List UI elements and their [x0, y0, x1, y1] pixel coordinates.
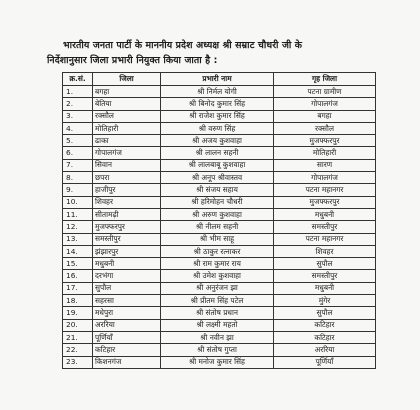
district-cell: हाजीपुर — [93, 184, 161, 196]
header-district: जिला — [93, 73, 161, 86]
district-cell: सहरसा — [93, 295, 161, 307]
incharge-name-cell: श्री ठाकुर रत्नाकर — [161, 245, 274, 257]
home-district-cell: सुपौल — [274, 307, 376, 319]
serial-cell: 19. — [63, 307, 93, 319]
district-cell: किशनगंज — [93, 356, 161, 368]
table-row — [63, 258, 376, 270]
serial-cell: 22. — [63, 344, 93, 356]
home-district-cell: सारण — [274, 159, 376, 171]
table-row — [63, 233, 376, 245]
table-row — [63, 270, 376, 282]
serial-cell: 21. — [63, 331, 93, 343]
incharge-name-cell: श्री राम कुमार राय — [161, 258, 274, 270]
serial-cell: 13. — [63, 233, 93, 245]
incharge-name-cell: श्री निर्मल योगी — [161, 86, 274, 98]
incharge-name-cell: श्री अजय कुशवाहा — [161, 135, 274, 147]
district-cell: मोतिहारी — [93, 122, 161, 134]
serial-cell: 9. — [63, 184, 93, 196]
table-row — [63, 295, 376, 307]
serial-cell: 14. — [63, 245, 93, 257]
serial-cell: 11. — [63, 208, 93, 220]
table-row — [63, 135, 376, 147]
serial-cell: 2. — [63, 98, 93, 110]
home-district-cell: कटिहार — [274, 331, 376, 343]
home-district-cell: शिवहर — [274, 245, 376, 257]
serial-cell: 7. — [63, 159, 93, 171]
district-cell: दरभंगा — [93, 270, 161, 282]
home-district-cell: मधुबनी — [274, 282, 376, 294]
incharge-name-cell: श्री संतोष प्रधान — [161, 307, 274, 319]
district-incharge-table — [62, 72, 376, 369]
intro-line-1: भारतीय जनता पार्टी के माननीय प्रदेश अध्यक्ष श्री सम्राट चौधरी जी के — [63, 40, 303, 51]
home-district-cell: मधुबनी — [274, 208, 376, 220]
table-row — [63, 356, 376, 368]
incharge-name-cell: श्री नवीन झा — [161, 331, 274, 343]
home-district-cell: पटना महानगर — [274, 233, 376, 245]
incharge-name-cell: श्री मनोज कुमार सिंह — [161, 356, 274, 368]
intro-line-2: निर्देशानुसार जिला प्रभारी नियुक्त किया जाता है : — [47, 55, 218, 66]
table-row — [63, 331, 376, 343]
incharge-name-cell: श्री अनुरंजन झा — [161, 282, 274, 294]
home-district-cell: गोपालगंज — [274, 98, 376, 110]
serial-cell: 20. — [63, 319, 93, 331]
district-cell: मधुबनी — [93, 258, 161, 270]
serial-cell: 10. — [63, 196, 93, 208]
table-row — [63, 319, 376, 331]
table-row — [63, 282, 376, 294]
serial-cell: 4. — [63, 122, 93, 134]
table-row — [63, 122, 376, 134]
district-cell: ढाका — [93, 135, 161, 147]
incharge-name-cell: श्री अरुण कुशवाहा — [161, 208, 274, 220]
district-cell: छपरा — [93, 172, 161, 184]
home-district-cell: पूर्णियाँ — [274, 356, 376, 368]
table-row — [63, 344, 376, 356]
serial-cell: 18. — [63, 295, 93, 307]
table-row — [63, 110, 376, 122]
home-district-cell: पटना महानगर — [274, 184, 376, 196]
intro-text — [47, 38, 387, 68]
incharge-name-cell: श्री लालन सहनी — [161, 147, 274, 159]
table-row — [63, 221, 376, 233]
home-district-cell: मुजफ्फरपुर — [274, 196, 376, 208]
district-cell: सुपौल — [93, 282, 161, 294]
table-header-row — [63, 73, 376, 86]
table-row — [63, 147, 376, 159]
district-cell: शिवहर — [93, 196, 161, 208]
home-district-cell: अररिया — [274, 344, 376, 356]
home-district-cell: पटना ग्रामीण — [274, 86, 376, 98]
district-cell: बेतिया — [93, 98, 161, 110]
district-cell: अररिया — [93, 319, 161, 331]
home-district-cell: गोपालगंज — [274, 172, 376, 184]
district-cell: सीतामढ़ी — [93, 208, 161, 220]
serial-cell: 8. — [63, 172, 93, 184]
incharge-name-cell: श्री राजेश कुमार सिंह — [161, 110, 274, 122]
incharge-name-cell: श्री वरुण सिंह — [161, 122, 274, 134]
incharge-name-cell: श्री लक्ष्मी महतो — [161, 319, 274, 331]
district-cell: समस्तीपुर — [93, 233, 161, 245]
serial-cell: 23. — [63, 356, 93, 368]
incharge-name-cell: श्री संजय सहाय — [161, 184, 274, 196]
table-row — [63, 86, 376, 98]
header-incharge-name: प्रभारी नाम — [161, 73, 274, 86]
serial-cell: 5. — [63, 135, 93, 147]
table-row — [63, 159, 376, 171]
incharge-name-cell: श्री बिनोद कुमार सिंह — [161, 98, 274, 110]
table-row — [63, 245, 376, 257]
incharge-name-cell: श्री उमेश कुशवाहा — [161, 270, 274, 282]
home-district-cell: रक्सौल — [274, 122, 376, 134]
home-district-cell: मोतिहारी — [274, 147, 376, 159]
district-cell: सिवान — [93, 159, 161, 171]
incharge-name-cell: श्री लालबाबू कुशवाहा — [161, 159, 274, 171]
table-row — [63, 98, 376, 110]
home-district-cell: बगहा — [274, 110, 376, 122]
incharge-name-cell: श्री भीम साहू — [161, 233, 274, 245]
table-row — [63, 307, 376, 319]
incharge-name-cell: श्री प्रीतम सिंह पटेल — [161, 295, 274, 307]
district-cell: रक्सौल — [93, 110, 161, 122]
district-cell: पूर्णियाँ — [93, 331, 161, 343]
serial-cell: 12. — [63, 221, 93, 233]
table-row — [63, 172, 376, 184]
home-district-cell: समस्तीपुर — [274, 221, 376, 233]
home-district-cell: कटिहार — [274, 319, 376, 331]
incharge-name-cell: श्री अनूप श्रीवास्तव — [161, 172, 274, 184]
home-district-cell: मुंगेर — [274, 295, 376, 307]
home-district-cell: सुपौल — [274, 258, 376, 270]
header-home-district: गृह जिला — [274, 73, 376, 86]
header-serial: क्र.सं. — [63, 73, 93, 86]
serial-cell: 6. — [63, 147, 93, 159]
district-cell: मुजफ्फरपुर — [93, 221, 161, 233]
table-row — [63, 208, 376, 220]
table-row — [63, 184, 376, 196]
district-cell: झंझारपुर — [93, 245, 161, 257]
district-cell: बगहा — [93, 86, 161, 98]
district-cell: गोपालगंज — [93, 147, 161, 159]
serial-cell: 15. — [63, 258, 93, 270]
district-cell: मधेपुरा — [93, 307, 161, 319]
serial-cell: 16. — [63, 270, 93, 282]
incharge-name-cell: श्री नीलम सहनी — [161, 221, 274, 233]
table-row — [63, 196, 376, 208]
district-cell: कटिहार — [93, 344, 161, 356]
serial-cell: 17. — [63, 282, 93, 294]
serial-cell: 3. — [63, 110, 93, 122]
home-district-cell: मुजफ्फरपुर — [274, 135, 376, 147]
serial-cell: 1. — [63, 86, 93, 98]
incharge-name-cell: श्री संतोष गुप्ता — [161, 344, 274, 356]
incharge-name-cell: श्री हरिमोहन चौधरी — [161, 196, 274, 208]
home-district-cell: समस्तीपुर — [274, 270, 376, 282]
